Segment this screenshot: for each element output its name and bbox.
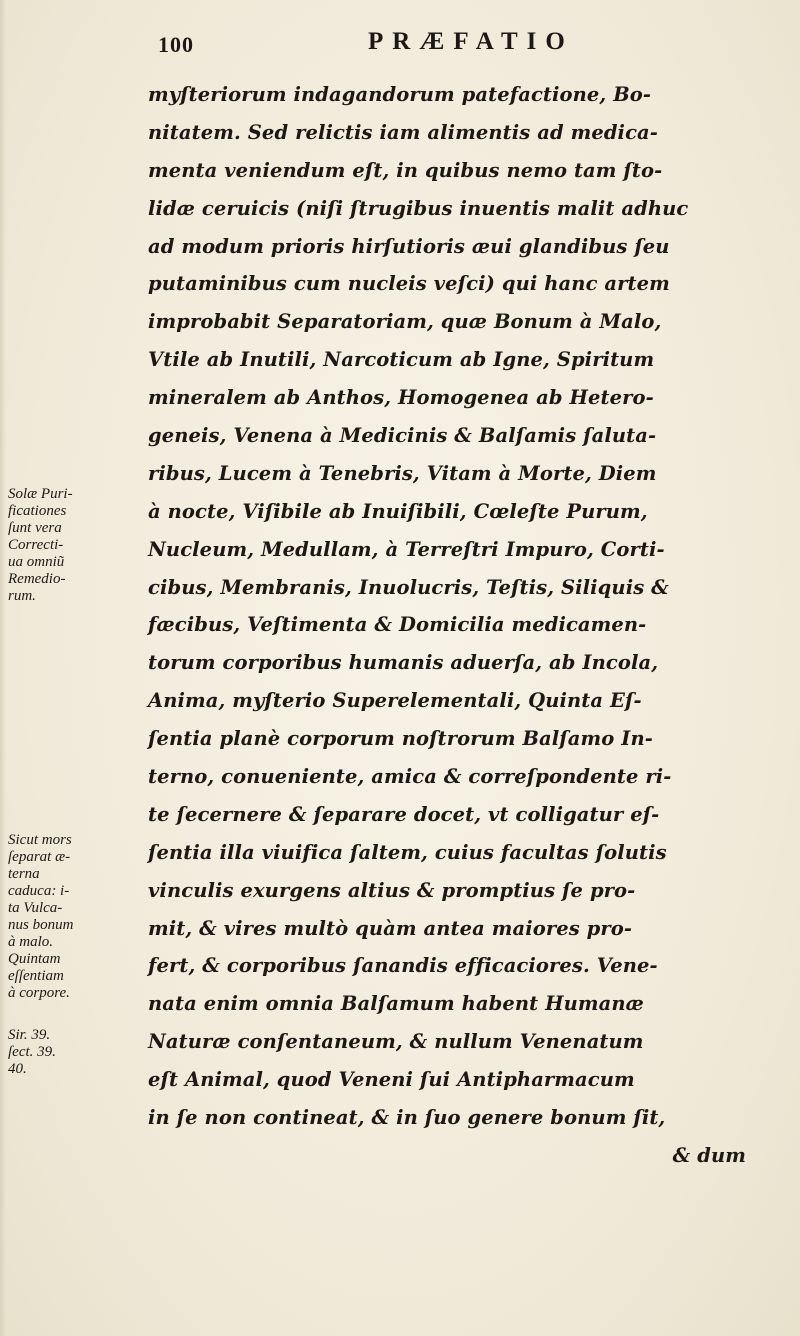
page-gutter-shadow xyxy=(0,0,6,1336)
marginal-note-line: ta Vulca- xyxy=(8,900,63,916)
marginal-note-line: ſect. 39. xyxy=(8,1044,56,1060)
text-line: in ſe non contineat, & in ſuo genere bonum ſit, xyxy=(148,1106,666,1130)
text-line: fæcibus, Veſtimenta & Domicilia medicamen- xyxy=(148,613,647,637)
text-line: vinculis exurgens altius & promptius ſe pro- xyxy=(148,878,636,902)
text-line: ſentia illa viuifica ſaltem, cuius facultas ſolutis xyxy=(148,840,667,864)
text-line: mineralem ab Anthos, Homogenea ab Hetero- xyxy=(148,386,654,410)
text-line: Nucleum, Medullam, à Terreſtri Impuro, Corti- xyxy=(148,537,665,561)
text-line: putaminibus cum nucleis veſci) qui hanc artem xyxy=(148,272,670,296)
running-head: PRÆFATIO xyxy=(368,28,574,55)
text-line: eſt Animal, quod Veneni ſui Antipharmacum xyxy=(148,1068,635,1092)
text-line: terno, conueniente, amica & correſpondente ri- xyxy=(148,765,672,789)
marginal-note-death-separates xyxy=(8,832,146,1002)
marginal-note-line: 40. xyxy=(8,1061,27,1077)
text-line: geneis, Venena à Medicinis & Balſamis ſaluta- xyxy=(148,424,657,448)
text-line: myſteriorum indagandorum patefactione, Bo- xyxy=(148,83,652,106)
text-line: ribus, Lucem à Tenebris, Vitam à Morte, Diem xyxy=(148,461,657,485)
marginal-note-line: à malo. xyxy=(8,934,53,950)
text-line: à nocte, Viſibile ab Inuiſibili, Cœleſte Purum, xyxy=(148,499,648,523)
text-line: torum corporibus humanis aduerſa, ab Incola, xyxy=(148,651,659,675)
text-line: nata enim omnia Balſamum habent Humanæ xyxy=(148,992,644,1016)
marginal-note-references xyxy=(8,1027,146,1078)
marginal-note-line: ſeparat æ- xyxy=(8,849,71,865)
marginal-note-line: eſſentiam xyxy=(8,968,64,984)
marginal-note-line: ficationes xyxy=(8,503,67,519)
marginal-note-line: nus bonum xyxy=(8,917,74,933)
marginal-note-line: Solæ Puri- xyxy=(8,486,73,502)
page-header xyxy=(0,28,800,62)
marginal-note-line: caduca: i- xyxy=(8,883,70,899)
text-line: te ſecernere & ſeparare docet, vt colligatur eſ- xyxy=(148,802,660,826)
text-line: improbabit Separatoriam, quæ Bonum à Malo, xyxy=(148,310,662,334)
text-line: nitatem. Sed relictis iam alimentis ad medica- xyxy=(148,120,658,144)
marginal-note-line: Remedio- xyxy=(8,571,66,587)
marginal-note-line: rum. xyxy=(8,588,36,604)
marginal-note-line: ua omniũ xyxy=(8,554,65,570)
text-line: mit, & vires multò quàm antea maiores pro- xyxy=(148,916,633,940)
marginal-note-line: Quintam xyxy=(8,951,61,967)
text-line: menta veniendum eſt, in quibus nemo tam ſto- xyxy=(148,158,663,182)
text-line: lidæ ceruicis (niſi ſtrugibus inuentis malit adhuc xyxy=(148,196,689,220)
text-line: Anima, myſterio Superelementali, Quinta Eſ- xyxy=(148,689,642,713)
marginal-note-line: terna xyxy=(8,866,40,882)
marginal-note-line: Correcti- xyxy=(8,537,64,553)
marginal-note-line: à corpore. xyxy=(8,985,70,1001)
text-line: ad modum prioris hirſutioris æui glandibus ſeu xyxy=(148,234,670,258)
main-text-block xyxy=(148,76,784,1175)
text-line: & dum xyxy=(672,1143,746,1167)
marginal-note-line: Sir. 39. xyxy=(8,1027,51,1043)
marginal-note-purifications xyxy=(8,486,146,605)
text-line: cibus, Membranis, Inuolucris, Teſtis, Siliquis & xyxy=(148,575,669,599)
marginal-note-line: ſunt vera xyxy=(8,520,62,536)
text-line: Naturæ conſentaneum, & nullum Venenatum xyxy=(148,1030,644,1054)
text-line: fert, & corporibus ſanandis efficaciores. Vene- xyxy=(148,954,658,978)
text-line: ſentia planè corporum noſtrorum Balſamo In- xyxy=(148,727,653,751)
marginal-note-line: Sicut mors xyxy=(8,832,72,848)
text-line: Vtile ab Inutili, Narcoticum ab Igne, Spiritum xyxy=(148,348,655,372)
page-number: 100 xyxy=(158,32,194,57)
